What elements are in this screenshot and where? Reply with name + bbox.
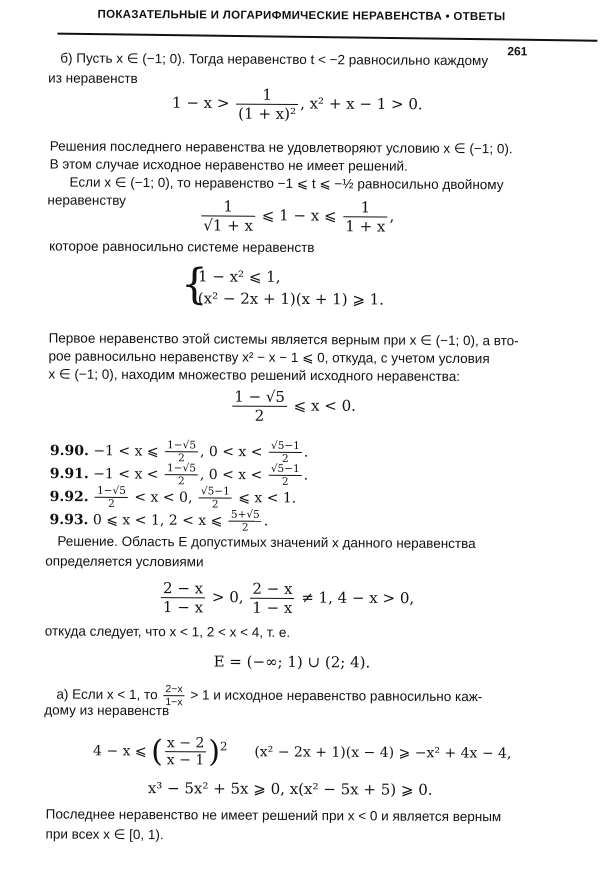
- formula-7: x³ − 5x² + 5x ⩾ 0, x(x² − 5x + 5) ⩾ 0.: [148, 779, 433, 799]
- fraction: [269, 463, 302, 488]
- numerator: 1: [201, 197, 255, 216]
- denominator: 2: [199, 498, 232, 510]
- paragraph-line: неравенству: [47, 192, 126, 207]
- formula-4: [159, 579, 414, 618]
- formula-part: 4 − x ⩽: [93, 743, 147, 759]
- formula-part: .: [264, 513, 269, 529]
- fraction: [165, 735, 207, 768]
- denominator: 1 + x: [343, 217, 387, 235]
- formula-part: , 0 < x <: [200, 444, 263, 460]
- fraction: [232, 388, 287, 425]
- formula-part: ⩽ 1 − x ⩽: [262, 206, 337, 224]
- paragraph-line: дому из неравенств: [44, 702, 169, 718]
- numerator: 1−√5: [165, 462, 198, 475]
- denominator: 2: [165, 475, 198, 487]
- answer-9-93: [49, 507, 268, 533]
- denominator: 2: [269, 453, 302, 465]
- denominator: 2: [229, 522, 262, 534]
- formula-part: ⩽ x < 1.: [238, 490, 296, 506]
- numerator: 1−√5: [95, 485, 128, 498]
- denominator: 2: [269, 476, 302, 488]
- answer-label: 9.91.: [50, 466, 89, 482]
- fraction: [250, 580, 294, 617]
- paragraph-line: Решение. Область E допустимых значений x данного неравенства: [57, 534, 475, 552]
- paragraph-line: из неравенств: [48, 70, 138, 86]
- paragraph-line: Последнее неравенство не имеет решений при x < 0 и является верным: [46, 806, 502, 824]
- numerator: 1 − √5: [232, 388, 287, 407]
- fraction: [229, 509, 262, 534]
- numerator: 1: [343, 198, 387, 217]
- formula-part: , x² + x − 1 > 0.: [300, 94, 423, 113]
- denominator: 2: [232, 407, 287, 425]
- formula-part: < x < 0,: [134, 489, 192, 505]
- numerator: √5−1: [269, 440, 302, 453]
- denominator: (1 + x)²: [236, 105, 298, 123]
- formula-5: E = (−∞; 1) ∪ (2; 4).: [214, 652, 371, 671]
- formula-part: , 0 < x <: [200, 467, 263, 483]
- paragraph-line: рое равносильно неравенству x² − x − 1 ⩽ 0, откуда, с учетом условия: [48, 348, 489, 367]
- formula-part: −1 < x <: [93, 466, 158, 482]
- fraction: [269, 440, 302, 465]
- fraction: [165, 462, 198, 487]
- numerator: 1−√5: [165, 439, 198, 452]
- formula-3: [230, 388, 356, 426]
- answer-label: 9.90.: [50, 443, 89, 459]
- page-number: 261: [507, 44, 527, 58]
- paragraph-line: Первое неравенство этой системы является верным при x ∈ (−1; 0), а вто-: [49, 330, 519, 349]
- fraction: [199, 485, 232, 510]
- numerator: x − 2: [165, 735, 207, 752]
- denominator: x − 1: [165, 752, 207, 768]
- paragraph-line: Если x ∈ (−1; 0), то неравенство −1 ⩽ t ⩽ −½ равносильно двойному: [69, 175, 503, 194]
- fraction: [161, 579, 205, 616]
- formula-part: −1 < x ⩽: [93, 443, 158, 459]
- denominator: 1−x: [163, 696, 184, 708]
- formula-part: ≠ 1, 4 − x > 0,: [301, 589, 414, 608]
- formula-part: > 0,: [212, 588, 244, 606]
- numerator: 2−x: [163, 683, 184, 696]
- paragraph-line: В этом случае исходное неравенство не имеет решений.: [50, 156, 408, 173]
- system-brace: {: [181, 263, 208, 305]
- numerator: 1: [236, 86, 298, 105]
- formula-part: ,: [389, 207, 394, 225]
- paragraph-line: Решения последнего неравенства не удовлетворяют условию x ∈ (−1; 0).: [50, 138, 513, 157]
- fraction: [95, 485, 128, 510]
- fraction: [236, 86, 298, 123]
- formula-part: 0 ⩽ x < 1, 2 < x ⩽: [93, 512, 223, 529]
- left-paren: (: [151, 734, 163, 769]
- formula-6: [93, 734, 512, 772]
- fraction: [343, 198, 387, 235]
- denominator: 2: [165, 452, 198, 464]
- answer-label: 9.92.: [50, 489, 89, 505]
- text-part: а) Если x < 1, то: [56, 687, 157, 703]
- paragraph-line: откуда следует, что x < 1, 2 < x < 4, т. е.: [45, 623, 290, 639]
- exponent: 2: [220, 739, 228, 753]
- paragraph-line: x ∈ (−1; 0), находим множество решений исходного неравенства:: [48, 366, 460, 385]
- text-part: > 1 и исходное неравенство равносильно каж-: [190, 687, 482, 704]
- numerator: √5−1: [199, 485, 232, 498]
- formula-part: .: [304, 468, 309, 484]
- fraction: [201, 197, 255, 234]
- paragraph-line: б) Пусть x ∈ (−1; 0). Тогда неравенство t < −2 равносильно каждому: [60, 51, 488, 70]
- denominator: 2: [95, 498, 128, 510]
- running-header: ПОКАЗАТЕЛЬНЫЕ И ЛОГАРИФМИЧЕСКИЕ НЕРАВЕНСТВА • ОТВЕТЫ: [98, 9, 506, 23]
- formula-1: [172, 85, 423, 124]
- denominator: 1 − x: [250, 599, 294, 617]
- formula-part: .: [304, 445, 309, 461]
- numerator: 2 − x: [161, 579, 205, 598]
- formula-part: 1 − x >: [172, 94, 230, 112]
- paragraph-line: при всех x ∈ [0, 1).: [46, 826, 164, 843]
- right-paren: ): [208, 734, 220, 769]
- system-line-2: (x² − 2x + 1)(x + 1) ⩾ 1.: [198, 289, 384, 308]
- fraction: [165, 439, 198, 464]
- formula-part: ⩽ x < 0.: [294, 396, 356, 414]
- denominator: 1 − x: [161, 598, 205, 616]
- numerator: 2 − x: [250, 580, 294, 599]
- header-rule: [57, 33, 597, 42]
- numerator: √5−1: [269, 463, 302, 476]
- paragraph-line: определяется условиями: [45, 553, 203, 569]
- system-line-1: 1 − x² ⩽ 1,: [198, 267, 281, 286]
- answer-label: 9.93.: [49, 512, 88, 528]
- formula-part: (x² − 2x + 1)(x − 4) ⩾ −x² + 4x − 4,: [254, 744, 511, 762]
- denominator: √1 + x: [201, 216, 255, 234]
- formula-2: [199, 197, 394, 235]
- numerator: 5+√5: [229, 509, 262, 522]
- paragraph-line: которое равносильно системе неравенств: [49, 238, 314, 255]
